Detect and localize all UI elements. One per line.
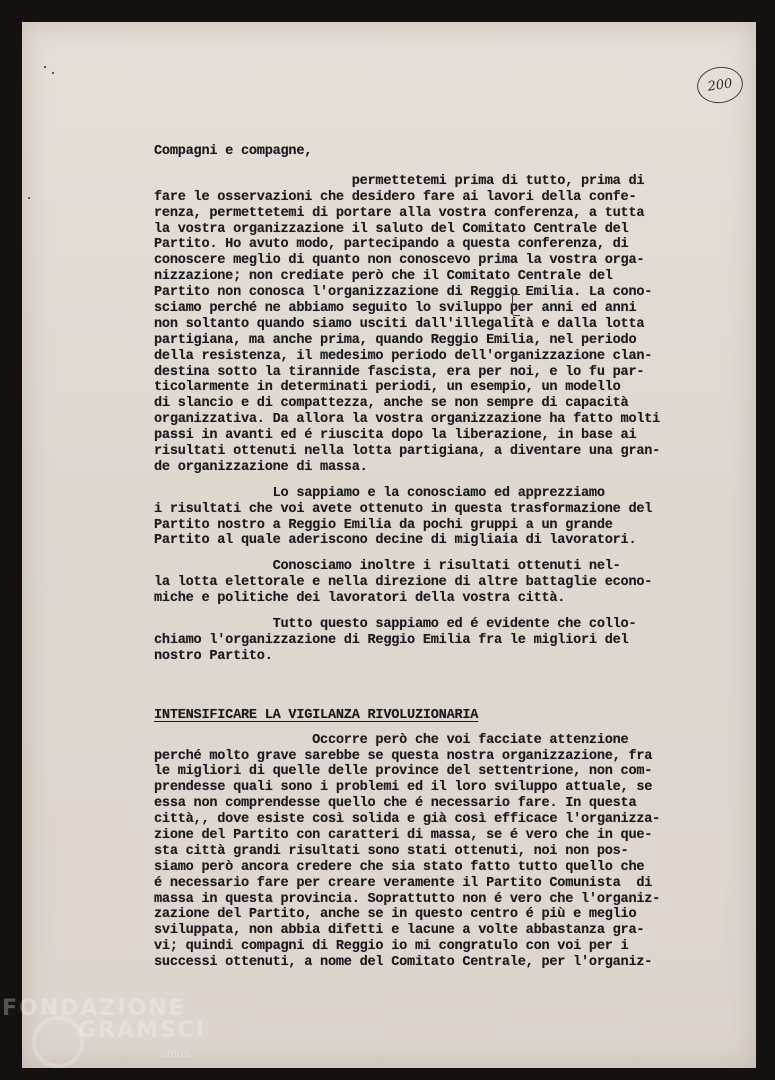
text-line: Partito. Ho avuto modo, partecipando a questa conferenza, di (154, 237, 629, 253)
text-line: le migliori di quelle delle province del settentrione, non com- (154, 764, 653, 780)
text-line: de organizzazione di massa. (154, 459, 368, 475)
text-line: di slancio e di compattezza, anche se non sempre di capacità (154, 396, 629, 412)
text-line: miche e politiche dei lavoratori della vostra città. (154, 591, 566, 607)
text-line: sta città grandi risultati sono stati ottenuti, noi non pos- (154, 843, 629, 859)
paragraph-3 (154, 559, 742, 607)
text-line: della resistenza, il medesimo periodo dell'organizzazione clan- (154, 348, 653, 364)
text-line: nizzazione; non crediate però che il Comitato Centrale del (154, 269, 613, 285)
text-line: perché molto grave sarebbe se questa nostra organizzazione, fra (154, 748, 653, 764)
text-line: fare le osservazioni che desidero fare ai lavori della confe- (154, 189, 637, 205)
text-line: renza, permettetemi di portare alla vostra conferenza, a tutta (154, 205, 645, 221)
text-line: successi ottenuti, a nome del Comitato Centrale, per l'organiz- (154, 955, 653, 971)
text-line: nostro Partito. (154, 648, 273, 664)
ink-speck (52, 72, 54, 74)
text-line: i risultati che voi avete ottenuto in questa trasformazione del (154, 501, 653, 517)
salutation: Compagni e compagne, (154, 144, 313, 159)
text-line: la lotta elettorale e nella direzione di altre battaglie econo- (154, 575, 653, 591)
paragraph-1 (154, 174, 742, 476)
text-line: massa in questa provincia. Soprattutto non é vero che l'organiz- (154, 891, 661, 907)
text-line: ticolarmente in determinati periodi, un esempio, un modello (154, 380, 621, 396)
text-line: chiamo l'organizzazione di Reggio Emilia fra le migliori del (154, 632, 629, 648)
text-line: vi; quindi compagni di Reggio io mi congratulo con voi per i (154, 939, 629, 955)
handwritten-bracket (512, 294, 520, 316)
watermark-text-2: GRAMSCI (78, 1018, 207, 1043)
text-line: Conosciamo inoltre i risultati ottenuti nel- (154, 559, 621, 575)
typed-letter (154, 144, 742, 971)
text-line: é necessario fare per creare veramente il Partito Comunista di (154, 875, 653, 891)
ink-speck (28, 197, 30, 199)
text-line: sciamo perché ne abbiamo seguito lo sviluppo per anni ed anni (154, 301, 637, 317)
text-line: Occorre però che voi facciate attenzione (154, 732, 629, 748)
text-line: la vostra organizzazione il saluto del Comitato Centrale del (154, 221, 629, 237)
archive-page-number: 200 (695, 64, 746, 106)
text-line: prendesse quali sono i problemi ed il loro sviluppo attuale, se (154, 780, 653, 796)
text-line: Tutto questo sappiamo ed é evidente che collo- (154, 617, 637, 633)
text-line: organizzativa. Da allora la vostra organizzazione ha fatto molti (154, 412, 661, 428)
text-line: partigiana, ma anche prima, quando Reggio Emilia, nel periodo (154, 332, 637, 348)
text-line: non soltanto quando siamo usciti dall'illegalità e dalla lotta (154, 316, 645, 332)
text-line: zazione del Partito, anche se in questo centro é più e meglio (154, 907, 637, 923)
text-line: Partito non conosca l'organizzazione di Reggio Emilia. La cono- (154, 285, 653, 301)
ink-speck (44, 66, 46, 68)
text-line: Partito nostro a Reggio Emilia da pochi gruppi a un grande (154, 517, 613, 533)
text-line: passi in avanti ed é riuscita dopo la liberazione, in base ai (154, 428, 637, 444)
section-heading: INTENSIFICARE LA VIGILANZA RIVOLUZIONARIA (154, 707, 479, 723)
text-line: essa non comprendesse quello che é necessario fare. In questa (154, 796, 637, 812)
watermark-logo-icon (32, 1016, 84, 1068)
paragraph-4 (154, 617, 742, 665)
text-line: siamo però ancora credere che sia stato fatto tutto quello che (154, 859, 645, 875)
text-line: risultati ottenuti nella lotta partigiana, a diventare una gran- (154, 444, 661, 460)
text-line: zione del Partito con caratteri di massa, se é vero che in que- (154, 827, 653, 843)
text-line: città,, dove esiste così solida e già così efficace l'organizza- (154, 812, 661, 828)
text-line: permettetemi prima di tutto, prima di (154, 173, 645, 189)
watermark-text: FONDAZIONE (2, 996, 186, 1021)
text-line: sviluppata, non abbia difetti e lacune a volte abbastanza gra- (154, 923, 645, 939)
text-line: Lo sappiamo e la conosciamo ed apprezziamo (154, 485, 605, 501)
text-line: conoscere meglio di quanto non conoscevo prima la vostra orga- (154, 253, 645, 269)
watermark-subtext: onlus (160, 1047, 190, 1060)
paragraph-5 (154, 733, 742, 971)
text-line: Partito al quale aderiscono decine di migliaia di lavoratori. (154, 533, 637, 549)
text-line: destina sotto la tirannide fascista, era per noi, e lo fu par- (154, 364, 645, 380)
paragraph-2 (154, 486, 742, 550)
